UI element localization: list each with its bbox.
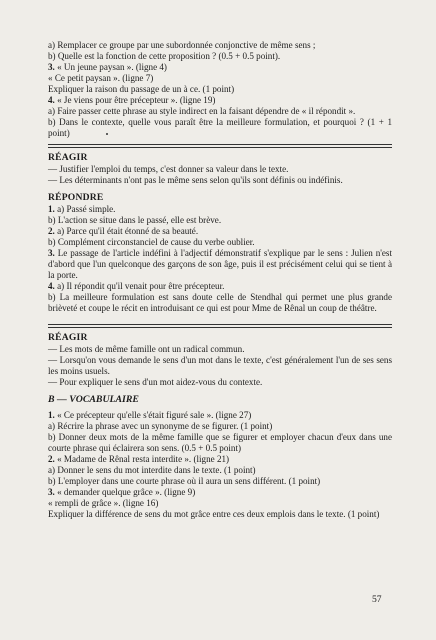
- question-number: 3.: [48, 62, 55, 72]
- questions-block: [48, 40, 392, 139]
- section-heading: B — VOCABULAIRE: [48, 394, 139, 405]
- question-line: a) Remplacer ce groupe par une subordonnée conjonctive de même sens ;: [48, 40, 316, 50]
- section-heading: RÉAGIR: [48, 152, 88, 163]
- section-heading: RÉAGIR: [48, 332, 88, 343]
- reagir-section: [48, 152, 392, 186]
- reagir-line: — Justifier l'emploi du temps, c'est donner sa valeur dans le texte.: [48, 164, 289, 174]
- vocab-line: « rempli de grâce ». (ligne 16): [48, 498, 159, 508]
- question-line: a) Faire passer cette phrase au style indirect en la faisant dépendre de « il répondit ».: [48, 106, 356, 116]
- section-heading: RÉPONDRE: [48, 192, 104, 203]
- vocab-line: Expliquer la différence de sens du mot grâce entre ces deux emplois dans le texte. (1 point): [48, 509, 380, 519]
- vocab-line: 3. « demander quelque grâce ». (ligne 9): [48, 487, 196, 497]
- vocabulaire-section: [48, 394, 392, 520]
- answer-line: 3. Le passage de l'article indéfini à l'adjectif démonstratif s'explique par le sens : Julien n'est d'abord que l'un quelconque des garçons de son âge, puis il est précisément celui qui se tient à la porte.: [48, 248, 392, 280]
- vocab-line: a) Donner le sens du mot interdite dans le texte. (1 point): [48, 465, 256, 475]
- answer-line: 4. a) Il répondit qu'il venait pour être précepteur.: [48, 281, 225, 291]
- vocab-line: a) Récrire la phrase avec un synonyme de se figurer. (1 point): [48, 421, 273, 431]
- vocab-line: b) Donner deux mots de la même famille que se figurer et employer chacun d'eux dans une courte phrase qui éclairera son sens. (0.5 + 0.5 point): [48, 432, 392, 453]
- answer-line: b) Complément circonstanciel de cause du verbe oublier.: [48, 237, 255, 247]
- reagir-section-2: [48, 332, 392, 388]
- question-line: Expliquer la raison du passage de un à ce. (1 point): [48, 84, 235, 94]
- page-content: [48, 40, 392, 520]
- question-line: 3. « Un jeune paysan ». (ligne 4): [48, 62, 167, 72]
- vocab-line: b) L'employer dans une courte phrase où il aura un sens différent. (1 point): [48, 476, 321, 486]
- repondre-section: [48, 192, 392, 314]
- answer-line: b) La meilleure formulation est sans doute celle de Stendhal qui permet une plus grande brièveté et coupe le récit en introduisant ce qui est pour Mme de Rênal un coup de théâtre.: [48, 292, 392, 313]
- page-number: 57: [372, 594, 382, 605]
- reagir-line: — Lorsqu'on vous demande le sens d'un mot dans le texte, c'est généralement l'un de ses sens les moins usuels.: [48, 355, 392, 376]
- answer-line: b) L'action se situe dans le passé, elle est brève.: [48, 215, 222, 225]
- ink-dot: [106, 133, 108, 135]
- question-line: « Ce petit paysan ». (ligne 7): [48, 73, 154, 83]
- question-line: b) Dans le contexte, quelle vous paraît être la meilleure formulation, et pourquoi ? (1 + 1 point): [48, 117, 392, 138]
- question-line: b) Quelle est la fonction de cette proposition ? (0.5 + 0.5 point).: [48, 51, 281, 61]
- question-line: 4. « Je viens pour être précepteur ». (ligne 19): [48, 95, 216, 105]
- reagir-line: — Les mots de même famille ont un radical commun.: [48, 344, 245, 354]
- question-number: 4.: [48, 95, 55, 105]
- reagir-line: — Les déterminants n'ont pas le même sens selon qu'ils sont définis ou indéfinis.: [48, 175, 343, 185]
- answer-line: 2. a) Parce qu'il était étonné de sa beauté.: [48, 226, 199, 236]
- vocab-line: 1. « Ce précepteur qu'elle s'était figuré sale ». (ligne 27): [48, 410, 252, 420]
- vocab-line: 2. « Madame de Rênal resta interdite ». (ligne 21): [48, 454, 230, 464]
- reagir-line: — Pour expliquer le sens d'un mot aidez-vous du contexte.: [48, 377, 263, 387]
- answer-line: 1. a) Passé simple.: [48, 204, 116, 214]
